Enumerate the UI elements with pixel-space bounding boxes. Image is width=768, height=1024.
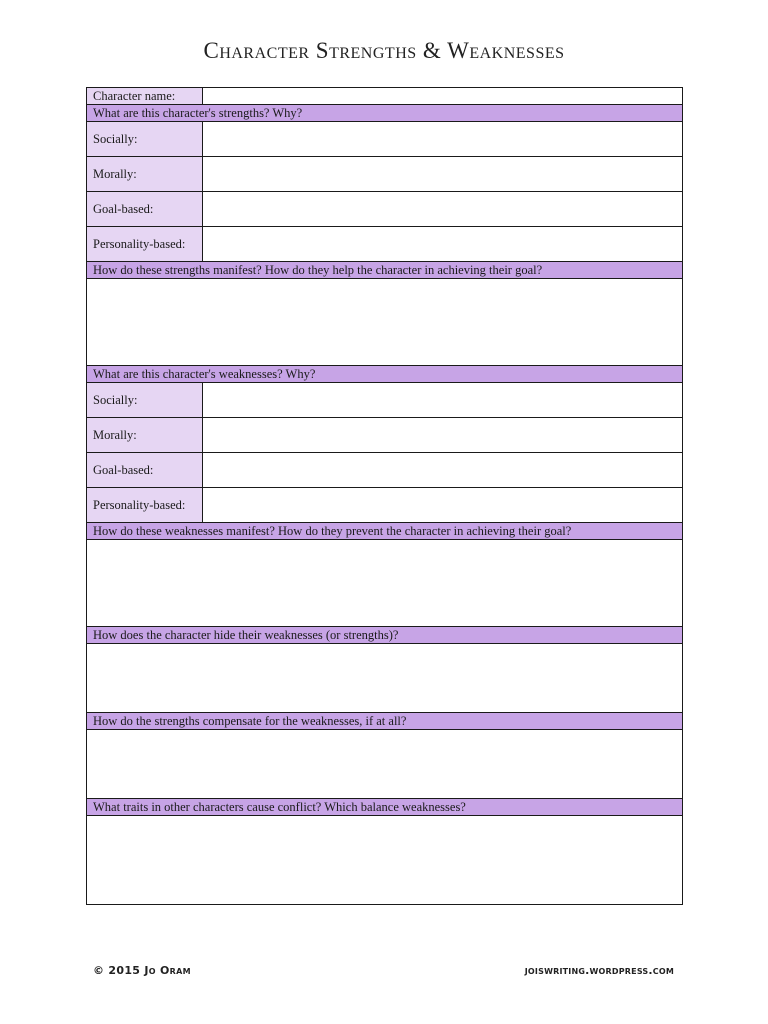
strength-row-moral bbox=[87, 157, 683, 192]
weakness-field-personality[interactable] bbox=[203, 488, 683, 523]
weakness-row-goal bbox=[87, 453, 683, 488]
character-name-row bbox=[87, 88, 683, 105]
strength-row-social bbox=[87, 122, 683, 157]
strength-label-goal: Goal-based: bbox=[87, 192, 203, 227]
weakness-label-goal: Goal-based: bbox=[87, 453, 203, 488]
strengths-manifest-heading: How do these strengths manifest? How do they help the character in achieving their goal? bbox=[87, 262, 683, 279]
page-title: Character Strengths & Weaknesses bbox=[203, 38, 565, 63]
weakness-label-social: Socially: bbox=[87, 383, 203, 418]
strength-row-goal bbox=[87, 192, 683, 227]
weakness-field-moral[interactable] bbox=[203, 418, 683, 453]
strengths-heading-row bbox=[87, 105, 683, 122]
strength-field-moral[interactable] bbox=[203, 157, 683, 192]
hide-row bbox=[87, 644, 683, 713]
conflict-heading: What traits in other characters cause conflict? Which balance weaknesses? bbox=[87, 799, 683, 816]
compensate-field[interactable] bbox=[87, 730, 683, 799]
weaknesses-heading: What are this character's weaknesses? Why? bbox=[87, 366, 683, 383]
weakness-label-personality: Personality-based: bbox=[87, 488, 203, 523]
strength-label-social: Socially: bbox=[87, 122, 203, 157]
strength-field-goal[interactable] bbox=[203, 192, 683, 227]
weaknesses-heading-row bbox=[87, 366, 683, 383]
hide-heading: How does the character hide their weaknesses (or strengths)? bbox=[87, 627, 683, 644]
strength-field-social[interactable] bbox=[203, 122, 683, 157]
strengths-heading: What are this character's strengths? Why? bbox=[87, 105, 683, 122]
conflict-row bbox=[87, 816, 683, 905]
weaknesses-manifest-heading-row bbox=[87, 523, 683, 540]
copyright-notice: © 2015 Jo Oram bbox=[93, 964, 191, 977]
strengths-manifest-heading-row bbox=[87, 262, 683, 279]
website-link[interactable]: joiswriting.wordpress.com bbox=[524, 964, 674, 977]
weakness-field-goal[interactable] bbox=[203, 453, 683, 488]
weaknesses-manifest-heading: How do these weaknesses manifest? How do they prevent the character in achieving their goal? bbox=[87, 523, 683, 540]
weakness-row-social bbox=[87, 383, 683, 418]
hide-field[interactable] bbox=[87, 644, 683, 713]
weakness-field-social[interactable] bbox=[203, 383, 683, 418]
strength-field-personality[interactable] bbox=[203, 227, 683, 262]
worksheet-table bbox=[86, 87, 683, 905]
strength-label-personality: Personality-based: bbox=[87, 227, 203, 262]
weaknesses-manifest-row bbox=[87, 540, 683, 627]
weaknesses-manifest-field[interactable] bbox=[87, 540, 683, 627]
weakness-label-moral: Morally: bbox=[87, 418, 203, 453]
character-name-field[interactable] bbox=[203, 88, 683, 105]
conflict-field[interactable] bbox=[87, 816, 683, 905]
conflict-heading-row bbox=[87, 799, 683, 816]
strengths-manifest-row bbox=[87, 279, 683, 366]
weakness-row-personality bbox=[87, 488, 683, 523]
strength-label-moral: Morally: bbox=[87, 157, 203, 192]
hide-heading-row bbox=[87, 627, 683, 644]
compensate-heading: How do the strengths compensate for the weaknesses, if at all? bbox=[87, 713, 683, 730]
compensate-row bbox=[87, 730, 683, 799]
strengths-manifest-field[interactable] bbox=[87, 279, 683, 366]
compensate-heading-row bbox=[87, 713, 683, 730]
weakness-row-moral bbox=[87, 418, 683, 453]
strength-row-personality bbox=[87, 227, 683, 262]
character-name-label: Character name: bbox=[87, 88, 203, 105]
